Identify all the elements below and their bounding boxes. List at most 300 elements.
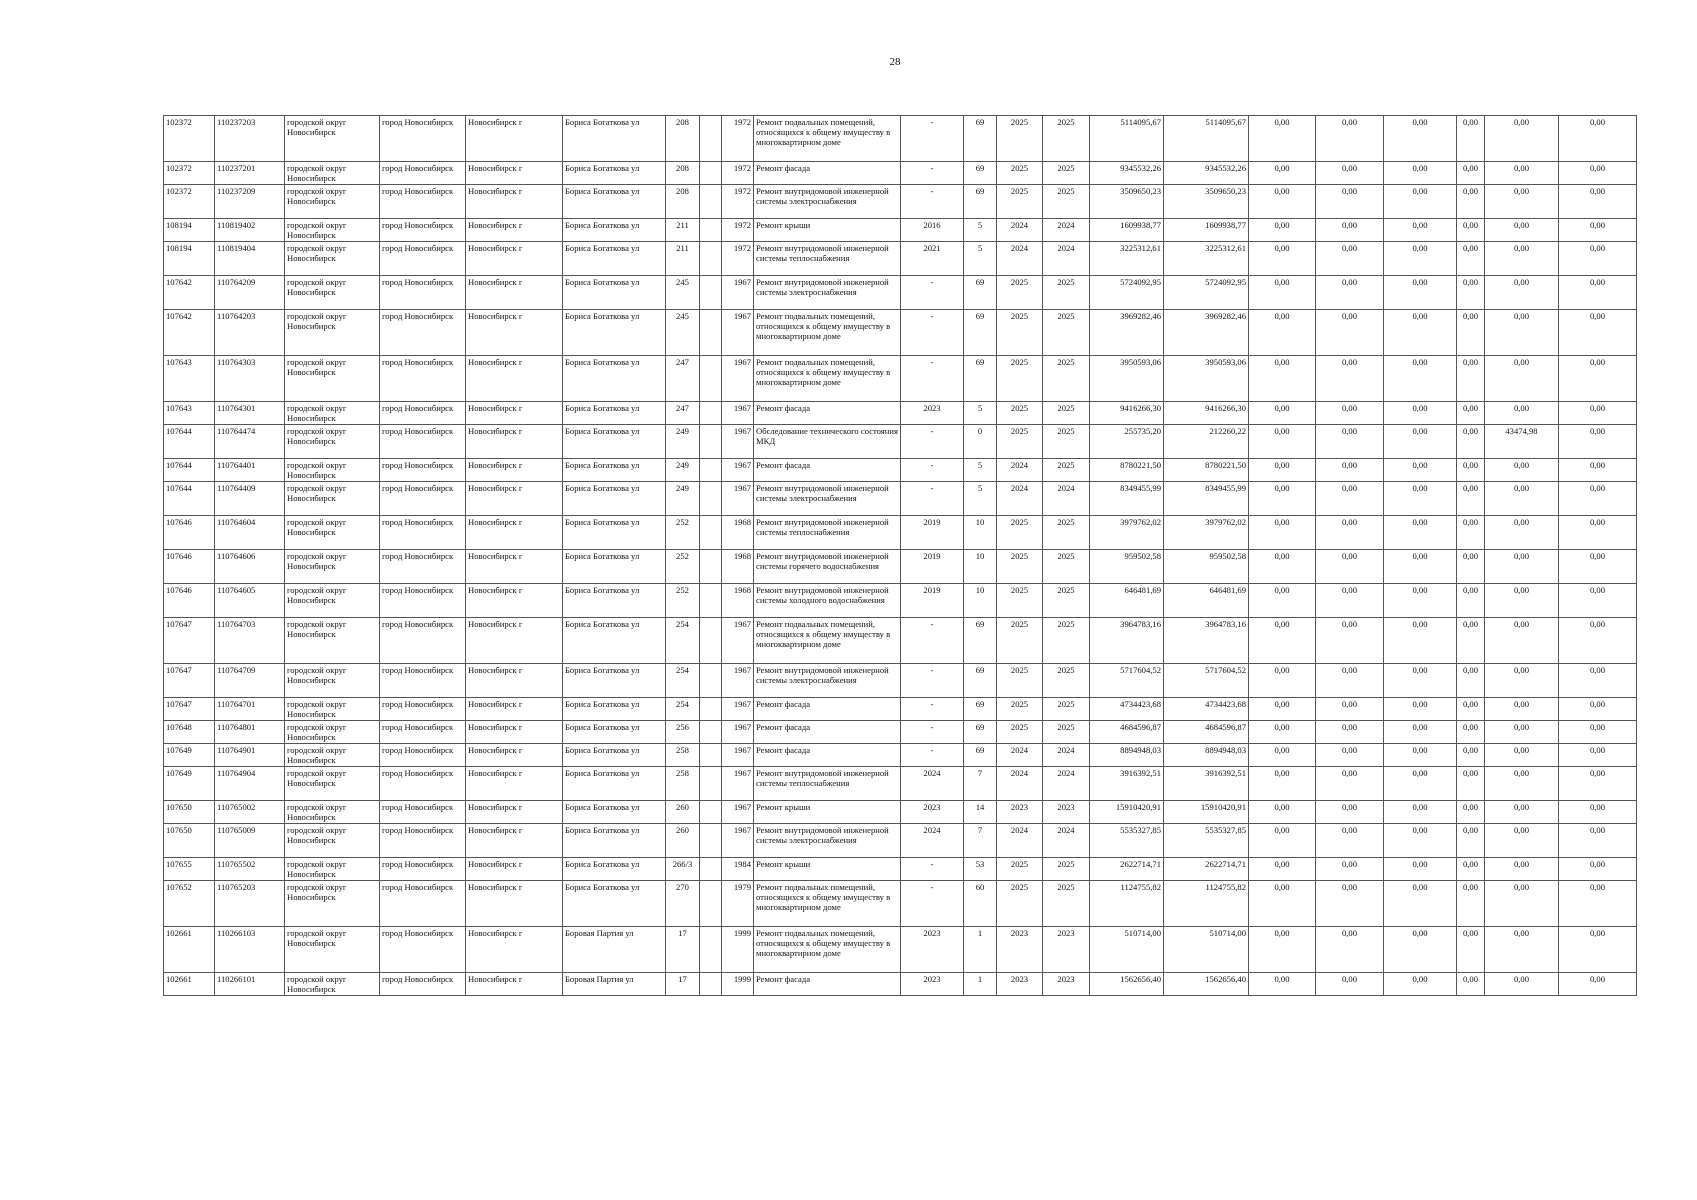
cell-total-cost: 1562656,40: [1090, 973, 1164, 996]
cell-municipal-district: городской округ Новосибирск: [285, 824, 380, 858]
cell-federal-funds: 0,00: [1249, 618, 1316, 664]
cell-plan-end-year: 2024: [1043, 219, 1090, 242]
cell-federal-funds: 0,00: [1249, 516, 1316, 550]
cell-plan-start-year: 2023: [997, 801, 1043, 824]
cell-year-built: 1967: [722, 664, 754, 698]
cell-other-sources: 0,00: [1559, 310, 1637, 356]
cell-owners-funds: 0,00: [1485, 219, 1559, 242]
cell-record-id: 107649: [164, 767, 215, 801]
cell-regional-budget: 0,00: [1316, 664, 1384, 698]
cell-fund-other: 0,00: [1457, 664, 1485, 698]
cell-fund-other: 0,00: [1457, 276, 1485, 310]
cell-local-budget: 0,00: [1384, 698, 1457, 721]
cell-total-cost: 8349455,99: [1090, 482, 1164, 516]
cell-fund-other: 0,00: [1457, 698, 1485, 721]
cell-plan-end-year: 2025: [1043, 584, 1090, 618]
cell-local-budget: 0,00: [1384, 459, 1457, 482]
cell-plan-end-year: 2024: [1043, 767, 1090, 801]
cell-other-sources: 0,00: [1559, 618, 1637, 664]
table-row: [164, 881, 1637, 927]
cell-fund-other: 0,00: [1457, 744, 1485, 767]
cell-street: Бориса Богаткова ул: [563, 185, 666, 219]
cell-building: [700, 516, 722, 550]
cell-other-sources: 0,00: [1559, 584, 1637, 618]
cell-local-budget: 0,00: [1384, 767, 1457, 801]
cell-plan-start-year: 2023: [997, 927, 1043, 973]
cell-street: Бориса Богаткова ул: [563, 356, 666, 402]
cell-locality: Новосибирск г: [466, 698, 563, 721]
cell-other-sources: 0,00: [1559, 550, 1637, 584]
table-row: [164, 973, 1637, 996]
cell-house-number: 258: [666, 744, 700, 767]
cell-house-number: 256: [666, 721, 700, 744]
cell-building: [700, 664, 722, 698]
cell-plan-start-year: 2023: [997, 973, 1043, 996]
cell-item-code: 110764209: [215, 276, 285, 310]
cell-record-id: 107642: [164, 310, 215, 356]
cell-street: Бориса Богаткова ул: [563, 162, 666, 185]
cell-regional-budget: 0,00: [1316, 356, 1384, 402]
cell-locality: Новосибирск г: [466, 744, 563, 767]
cell-item-code: 110764605: [215, 584, 285, 618]
cell-total-cost: 3916392,51: [1090, 767, 1164, 801]
cell-work-type: Ремонт подвальных помещений, относящихся к общему имуществу в многоквартирном доме: [754, 927, 901, 973]
cell-fund-other: 0,00: [1457, 185, 1485, 219]
cell-work-type: Ремонт фасада: [754, 721, 901, 744]
cell-settlement: город Новосибирск: [380, 425, 466, 459]
cell-item-code: 110819404: [215, 242, 285, 276]
cell-year-built: 1999: [722, 927, 754, 973]
cell-total-cost: 3509650,23: [1090, 185, 1164, 219]
cell-plan-end-year: 2024: [1043, 824, 1090, 858]
cell-plan-end-year: 2025: [1043, 664, 1090, 698]
cell-plan-start-year: 2024: [997, 744, 1043, 767]
cell-building: [700, 482, 722, 516]
cell-wear-percent: 69: [964, 162, 997, 185]
cell-last-repair-year: 2023: [901, 973, 964, 996]
cell-street: Бориса Богаткова ул: [563, 310, 666, 356]
table-row: [164, 618, 1637, 664]
cell-locality: Новосибирск г: [466, 550, 563, 584]
cell-work-type: Ремонт внутридомовой инженерной системы электроснабжения: [754, 185, 901, 219]
cell-municipal-district: городской округ Новосибирск: [285, 459, 380, 482]
cell-record-id: 107655: [164, 858, 215, 881]
cell-municipal-district: городской округ Новосибирск: [285, 310, 380, 356]
cell-plan-end-year: 2025: [1043, 425, 1090, 459]
cell-item-code: 110764801: [215, 721, 285, 744]
cell-year-built: 1968: [722, 516, 754, 550]
cell-local-budget: 0,00: [1384, 116, 1457, 162]
cell-building: [700, 824, 722, 858]
cell-settlement: город Новосибирск: [380, 276, 466, 310]
cell-regional-fund: 3225312,61: [1164, 242, 1249, 276]
cell-item-code: 110764303: [215, 356, 285, 402]
cell-item-code: 110765502: [215, 858, 285, 881]
cell-plan-end-year: 2024: [1043, 242, 1090, 276]
cell-regional-budget: 0,00: [1316, 482, 1384, 516]
cell-item-code: 110765009: [215, 824, 285, 858]
cell-federal-funds: 0,00: [1249, 482, 1316, 516]
cell-wear-percent: 69: [964, 356, 997, 402]
table-row: [164, 550, 1637, 584]
cell-settlement: город Новосибирск: [380, 801, 466, 824]
cell-total-cost: 255735,20: [1090, 425, 1164, 459]
cell-federal-funds: 0,00: [1249, 927, 1316, 973]
cell-total-cost: 1609938,77: [1090, 219, 1164, 242]
capital-repair-table: [163, 115, 1637, 996]
cell-year-built: 1972: [722, 219, 754, 242]
cell-work-type: Ремонт крыши: [754, 801, 901, 824]
cell-other-sources: 0,00: [1559, 116, 1637, 162]
cell-regional-budget: 0,00: [1316, 584, 1384, 618]
cell-record-id: 107644: [164, 459, 215, 482]
cell-settlement: город Новосибирск: [380, 459, 466, 482]
cell-house-number: 266/3: [666, 858, 700, 881]
cell-settlement: город Новосибирск: [380, 767, 466, 801]
cell-municipal-district: городской округ Новосибирск: [285, 584, 380, 618]
cell-plan-start-year: 2024: [997, 242, 1043, 276]
cell-record-id: 107642: [164, 276, 215, 310]
cell-locality: Новосибирск г: [466, 219, 563, 242]
cell-regional-fund: 4684596,87: [1164, 721, 1249, 744]
cell-street: Бориса Богаткова ул: [563, 116, 666, 162]
cell-settlement: город Новосибирск: [380, 310, 466, 356]
cell-house-number: 258: [666, 767, 700, 801]
cell-regional-budget: 0,00: [1316, 973, 1384, 996]
cell-federal-funds: 0,00: [1249, 801, 1316, 824]
cell-wear-percent: 69: [964, 721, 997, 744]
cell-work-type: Ремонт внутридомовой инженерной системы теплоснабжения: [754, 767, 901, 801]
cell-plan-start-year: 2025: [997, 310, 1043, 356]
table-row: [164, 425, 1637, 459]
cell-regional-fund: 2622714,71: [1164, 858, 1249, 881]
cell-wear-percent: 10: [964, 516, 997, 550]
cell-settlement: город Новосибирск: [380, 664, 466, 698]
cell-total-cost: 15910420,91: [1090, 801, 1164, 824]
cell-other-sources: 0,00: [1559, 459, 1637, 482]
cell-federal-funds: 0,00: [1249, 459, 1316, 482]
cell-work-type: Ремонт внутридомовой инженерной системы электроснабжения: [754, 824, 901, 858]
cell-local-budget: 0,00: [1384, 219, 1457, 242]
cell-local-budget: 0,00: [1384, 927, 1457, 973]
cell-year-built: 1967: [722, 698, 754, 721]
cell-building: [700, 550, 722, 584]
cell-plan-start-year: 2025: [997, 584, 1043, 618]
cell-work-type: Ремонт фасада: [754, 459, 901, 482]
cell-total-cost: 4734423,68: [1090, 698, 1164, 721]
cell-wear-percent: 0: [964, 425, 997, 459]
cell-house-number: 249: [666, 482, 700, 516]
cell-municipal-district: городской округ Новосибирск: [285, 881, 380, 927]
cell-street: Бориса Богаткова ул: [563, 402, 666, 425]
cell-other-sources: 0,00: [1559, 744, 1637, 767]
cell-fund-other: 0,00: [1457, 858, 1485, 881]
cell-local-budget: 0,00: [1384, 858, 1457, 881]
cell-federal-funds: 0,00: [1249, 824, 1316, 858]
cell-municipal-district: городской округ Новосибирск: [285, 550, 380, 584]
cell-local-budget: 0,00: [1384, 973, 1457, 996]
cell-plan-start-year: 2024: [997, 482, 1043, 516]
cell-work-type: Ремонт внутридомовой инженерной системы электроснабжения: [754, 276, 901, 310]
cell-federal-funds: 0,00: [1249, 881, 1316, 927]
cell-plan-end-year: 2025: [1043, 881, 1090, 927]
cell-record-id: 108194: [164, 242, 215, 276]
cell-other-sources: 0,00: [1559, 767, 1637, 801]
cell-record-id: 107649: [164, 744, 215, 767]
cell-plan-start-year: 2024: [997, 767, 1043, 801]
cell-owners-funds: 0,00: [1485, 721, 1559, 744]
cell-regional-fund: 5535327,85: [1164, 824, 1249, 858]
cell-owners-funds: 0,00: [1485, 242, 1559, 276]
cell-owners-funds: 0,00: [1485, 664, 1559, 698]
cell-local-budget: 0,00: [1384, 185, 1457, 219]
cell-settlement: город Новосибирск: [380, 618, 466, 664]
cell-regional-budget: 0,00: [1316, 858, 1384, 881]
cell-wear-percent: 69: [964, 185, 997, 219]
cell-federal-funds: 0,00: [1249, 425, 1316, 459]
cell-total-cost: 8780221,50: [1090, 459, 1164, 482]
cell-record-id: 102661: [164, 927, 215, 973]
cell-settlement: город Новосибирск: [380, 162, 466, 185]
cell-settlement: город Новосибирск: [380, 858, 466, 881]
cell-plan-end-year: 2025: [1043, 276, 1090, 310]
cell-item-code: 110764606: [215, 550, 285, 584]
cell-federal-funds: 0,00: [1249, 744, 1316, 767]
cell-locality: Новосибирск г: [466, 242, 563, 276]
cell-street: Бориса Богаткова ул: [563, 824, 666, 858]
cell-work-type: Ремонт фасада: [754, 698, 901, 721]
cell-municipal-district: городской округ Новосибирск: [285, 185, 380, 219]
cell-regional-fund: 3509650,23: [1164, 185, 1249, 219]
cell-municipal-district: городской округ Новосибирск: [285, 698, 380, 721]
cell-locality: Новосибирск г: [466, 310, 563, 356]
cell-last-repair-year: -: [901, 356, 964, 402]
cell-house-number: 208: [666, 162, 700, 185]
cell-item-code: 110764904: [215, 767, 285, 801]
cell-regional-fund: 9345532,26: [1164, 162, 1249, 185]
cell-locality: Новосибирск г: [466, 482, 563, 516]
cell-regional-budget: 0,00: [1316, 801, 1384, 824]
cell-work-type: Ремонт внутридомовой инженерной системы электроснабжения: [754, 482, 901, 516]
cell-regional-budget: 0,00: [1316, 516, 1384, 550]
cell-regional-fund: 212260,22: [1164, 425, 1249, 459]
cell-wear-percent: 5: [964, 482, 997, 516]
cell-work-type: Ремонт подвальных помещений, относящихся к общему имуществу в многоквартирном доме: [754, 881, 901, 927]
cell-item-code: 110237209: [215, 185, 285, 219]
cell-item-code: 110237203: [215, 116, 285, 162]
cell-total-cost: 3964783,16: [1090, 618, 1164, 664]
cell-item-code: 110764901: [215, 744, 285, 767]
cell-house-number: 245: [666, 276, 700, 310]
cell-item-code: 110764709: [215, 664, 285, 698]
cell-owners-funds: 0,00: [1485, 744, 1559, 767]
cell-house-number: 211: [666, 219, 700, 242]
cell-building: [700, 219, 722, 242]
cell-regional-fund: 510714,00: [1164, 927, 1249, 973]
cell-total-cost: 2622714,71: [1090, 858, 1164, 881]
cell-other-sources: 0,00: [1559, 242, 1637, 276]
cell-item-code: 110764401: [215, 459, 285, 482]
cell-settlement: город Новосибирск: [380, 881, 466, 927]
cell-building: [700, 973, 722, 996]
cell-municipal-district: городской округ Новосибирск: [285, 516, 380, 550]
cell-other-sources: 0,00: [1559, 664, 1637, 698]
cell-record-id: 102661: [164, 973, 215, 996]
cell-street: Бориса Богаткова ул: [563, 767, 666, 801]
cell-owners-funds: 0,00: [1485, 516, 1559, 550]
cell-fund-other: 0,00: [1457, 310, 1485, 356]
cell-regional-fund: 3964783,16: [1164, 618, 1249, 664]
cell-year-built: 1972: [722, 242, 754, 276]
cell-municipal-district: городской округ Новосибирск: [285, 402, 380, 425]
cell-building: [700, 276, 722, 310]
cell-plan-start-year: 2025: [997, 881, 1043, 927]
cell-municipal-district: городской округ Новосибирск: [285, 858, 380, 881]
cell-locality: Новосибирск г: [466, 927, 563, 973]
cell-regional-fund: 1124755,82: [1164, 881, 1249, 927]
cell-locality: Новосибирск г: [466, 721, 563, 744]
cell-work-type: Ремонт фасада: [754, 402, 901, 425]
cell-settlement: город Новосибирск: [380, 482, 466, 516]
cell-house-number: 254: [666, 618, 700, 664]
cell-street: Боровая Партия ул: [563, 927, 666, 973]
cell-street: Бориса Богаткова ул: [563, 459, 666, 482]
cell-plan-start-year: 2025: [997, 516, 1043, 550]
cell-plan-end-year: 2025: [1043, 618, 1090, 664]
table-row: [164, 276, 1637, 310]
cell-local-budget: 0,00: [1384, 425, 1457, 459]
cell-house-number: 211: [666, 242, 700, 276]
cell-last-repair-year: 2023: [901, 402, 964, 425]
table-row: [164, 116, 1637, 162]
cell-year-built: 1979: [722, 881, 754, 927]
cell-locality: Новосибирск г: [466, 276, 563, 310]
cell-municipal-district: городской округ Новосибирск: [285, 618, 380, 664]
cell-municipal-district: городской округ Новосибирск: [285, 482, 380, 516]
cell-regional-budget: 0,00: [1316, 767, 1384, 801]
cell-municipal-district: городской округ Новосибирск: [285, 276, 380, 310]
cell-regional-budget: 0,00: [1316, 927, 1384, 973]
cell-owners-funds: 0,00: [1485, 618, 1559, 664]
cell-street: Бориса Богаткова ул: [563, 276, 666, 310]
cell-street: Бориса Богаткова ул: [563, 550, 666, 584]
cell-item-code: 110764701: [215, 698, 285, 721]
cell-last-repair-year: -: [901, 664, 964, 698]
cell-last-repair-year: -: [901, 881, 964, 927]
cell-house-number: 208: [666, 185, 700, 219]
cell-regional-budget: 0,00: [1316, 185, 1384, 219]
cell-plan-end-year: 2023: [1043, 973, 1090, 996]
cell-owners-funds: 43474,98: [1485, 425, 1559, 459]
cell-last-repair-year: 2019: [901, 550, 964, 584]
cell-item-code: 110819402: [215, 219, 285, 242]
cell-regional-budget: 0,00: [1316, 425, 1384, 459]
cell-fund-other: 0,00: [1457, 618, 1485, 664]
cell-work-type: Ремонт крыши: [754, 219, 901, 242]
cell-plan-start-year: 2025: [997, 698, 1043, 721]
cell-regional-fund: 9416266,30: [1164, 402, 1249, 425]
cell-street: Бориса Богаткова ул: [563, 801, 666, 824]
cell-local-budget: 0,00: [1384, 824, 1457, 858]
cell-regional-fund: 3979762,02: [1164, 516, 1249, 550]
cell-other-sources: 0,00: [1559, 162, 1637, 185]
table-row: [164, 356, 1637, 402]
cell-street: Бориса Богаткова ул: [563, 516, 666, 550]
cell-fund-other: 0,00: [1457, 927, 1485, 973]
cell-owners-funds: 0,00: [1485, 459, 1559, 482]
cell-plan-start-year: 2024: [997, 219, 1043, 242]
cell-building: [700, 927, 722, 973]
cell-record-id: 107652: [164, 881, 215, 927]
cell-last-repair-year: -: [901, 185, 964, 219]
cell-record-id: 108194: [164, 219, 215, 242]
cell-settlement: город Новосибирск: [380, 584, 466, 618]
cell-total-cost: 4684596,87: [1090, 721, 1164, 744]
cell-other-sources: 0,00: [1559, 402, 1637, 425]
cell-plan-start-year: 2025: [997, 550, 1043, 584]
cell-year-built: 1967: [722, 356, 754, 402]
table-row: [164, 516, 1637, 550]
cell-street: Бориса Богаткова ул: [563, 881, 666, 927]
cell-locality: Новосибирск г: [466, 824, 563, 858]
cell-federal-funds: 0,00: [1249, 584, 1316, 618]
cell-locality: Новосибирск г: [466, 116, 563, 162]
cell-owners-funds: 0,00: [1485, 482, 1559, 516]
cell-owners-funds: 0,00: [1485, 162, 1559, 185]
cell-record-id: 107644: [164, 425, 215, 459]
cell-locality: Новосибирск г: [466, 516, 563, 550]
table-row: [164, 698, 1637, 721]
cell-regional-fund: 8780221,50: [1164, 459, 1249, 482]
cell-house-number: 249: [666, 425, 700, 459]
cell-work-type: Ремонт подвальных помещений, относящихся к общему имуществу в многоквартирном доме: [754, 356, 901, 402]
cell-municipal-district: городской округ Новосибирск: [285, 242, 380, 276]
cell-owners-funds: 0,00: [1485, 402, 1559, 425]
cell-last-repair-year: -: [901, 858, 964, 881]
cell-house-number: 260: [666, 824, 700, 858]
cell-work-type: Ремонт фасада: [754, 162, 901, 185]
cell-work-type: Ремонт внутридомовой инженерной системы электроснабжения: [754, 664, 901, 698]
cell-house-number: 270: [666, 881, 700, 927]
cell-locality: Новосибирск г: [466, 425, 563, 459]
cell-street: Бориса Богаткова ул: [563, 584, 666, 618]
cell-street: Бориса Богаткова ул: [563, 744, 666, 767]
cell-street: Бориса Богаткова ул: [563, 664, 666, 698]
cell-municipal-district: городской округ Новосибирск: [285, 356, 380, 402]
cell-street: Бориса Богаткова ул: [563, 425, 666, 459]
cell-record-id: 102372: [164, 116, 215, 162]
cell-year-built: 1967: [722, 425, 754, 459]
cell-house-number: 252: [666, 584, 700, 618]
cell-wear-percent: 7: [964, 824, 997, 858]
cell-total-cost: 3969282,46: [1090, 310, 1164, 356]
cell-street: Бориса Богаткова ул: [563, 618, 666, 664]
cell-plan-start-year: 2025: [997, 162, 1043, 185]
cell-municipal-district: городской округ Новосибирск: [285, 721, 380, 744]
cell-owners-funds: 0,00: [1485, 116, 1559, 162]
cell-building: [700, 698, 722, 721]
cell-total-cost: 5114095,67: [1090, 116, 1164, 162]
cell-year-built: 1967: [722, 276, 754, 310]
cell-settlement: город Новосибирск: [380, 219, 466, 242]
cell-building: [700, 858, 722, 881]
cell-other-sources: 0,00: [1559, 858, 1637, 881]
cell-item-code: 110764474: [215, 425, 285, 459]
cell-other-sources: 0,00: [1559, 973, 1637, 996]
cell-regional-budget: 0,00: [1316, 698, 1384, 721]
cell-local-budget: 0,00: [1384, 516, 1457, 550]
cell-building: [700, 116, 722, 162]
